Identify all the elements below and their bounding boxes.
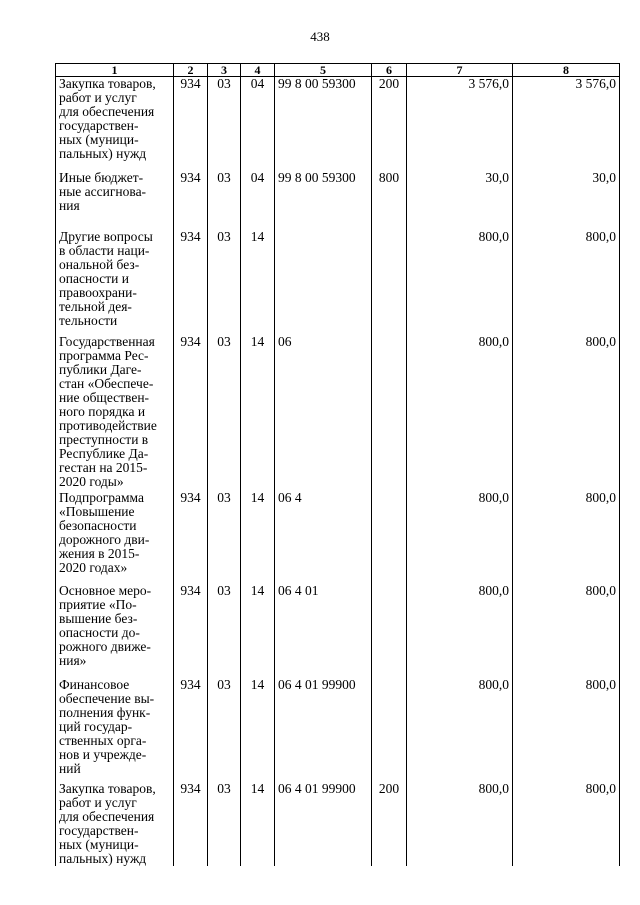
- row-value-cell: 934: [174, 584, 208, 678]
- row-value-cell: 934: [174, 335, 208, 491]
- row-value-cell: 934: [174, 77, 208, 171]
- row-value-cell: 200: [372, 782, 407, 866]
- row-value-cell: 06 4 01 99900: [275, 782, 372, 866]
- row-value-cell: 14: [241, 230, 275, 335]
- row-value-cell: 06 4: [275, 491, 372, 584]
- row-value-cell: 03: [208, 230, 241, 335]
- row-value-cell: 200: [372, 77, 407, 171]
- row-value-cell: 934: [174, 491, 208, 584]
- row-value-cell: 03: [208, 335, 241, 491]
- row-name-cell: Основное меро- приятие «По- вышение без- опасности до- рожного движе- ния»: [56, 584, 174, 678]
- row-name-cell: Закупка товаров, работ и услуг для обеспечения государствен- ных (муници- пальных) нужд: [56, 782, 174, 866]
- column-header: 4: [241, 64, 275, 77]
- row-value-cell: [372, 335, 407, 491]
- table-row: [56, 678, 620, 782]
- budget-table: [55, 63, 620, 866]
- row-value-cell: 06 4 01: [275, 584, 372, 678]
- column-header: 5: [275, 64, 372, 77]
- row-name-cell: Другие вопросы в области наци- ональной без- опасности и правоохрани- тельной дея- тельности: [56, 230, 174, 335]
- row-value-cell: 3 576,0: [407, 77, 513, 171]
- table-row: [56, 782, 620, 866]
- row-value-cell: 14: [241, 584, 275, 678]
- row-value-cell: 14: [241, 491, 275, 584]
- column-header: 1: [56, 64, 174, 77]
- row-value-cell: 934: [174, 230, 208, 335]
- row-value-cell: 03: [208, 782, 241, 866]
- row-name-cell: Государственная программа Рес- публики Даге- стан «Обеспече- ние обществен- ного порядка и противодействие преступности в Республике Да- гестан на 2015- 2020 годы»: [56, 335, 174, 491]
- row-value-cell: 30,0: [407, 171, 513, 230]
- table-row: [56, 230, 620, 335]
- row-value-cell: 3 576,0: [513, 77, 620, 171]
- row-name-cell: Закупка товаров, работ и услуг для обеспечения государствен- ных (муници- пальных) нужд: [56, 77, 174, 171]
- row-value-cell: 800,0: [407, 491, 513, 584]
- table-row: [56, 584, 620, 678]
- row-value-cell: [372, 678, 407, 782]
- row-value-cell: 934: [174, 171, 208, 230]
- row-value-cell: 800,0: [407, 335, 513, 491]
- table-body: [56, 77, 620, 866]
- row-value-cell: 934: [174, 782, 208, 866]
- page-number: 438: [310, 29, 330, 44]
- header-row: [56, 64, 620, 77]
- column-header: 7: [407, 64, 513, 77]
- row-value-cell: [372, 491, 407, 584]
- row-value-cell: 800,0: [407, 584, 513, 678]
- row-value-cell: 99 8 00 59300: [275, 171, 372, 230]
- row-value-cell: 800,0: [513, 782, 620, 866]
- row-value-cell: 800,0: [513, 678, 620, 782]
- row-value-cell: 03: [208, 678, 241, 782]
- row-value-cell: 800,0: [513, 230, 620, 335]
- row-value-cell: 800,0: [407, 230, 513, 335]
- row-value-cell: 800,0: [407, 678, 513, 782]
- row-value-cell: 800,0: [513, 335, 620, 491]
- row-value-cell: 800,0: [407, 782, 513, 866]
- row-value-cell: 800,0: [513, 584, 620, 678]
- row-value-cell: 14: [241, 335, 275, 491]
- row-value-cell: 06: [275, 335, 372, 491]
- column-header: 8: [513, 64, 620, 77]
- table-row: [56, 491, 620, 584]
- row-value-cell: [372, 230, 407, 335]
- row-value-cell: 04: [241, 171, 275, 230]
- row-name-cell: Подпрограмма «Повышение безопасности дорожного дви- жения в 2015- 2020 годах»: [56, 491, 174, 584]
- row-value-cell: 03: [208, 491, 241, 584]
- row-value-cell: 06 4 01 99900: [275, 678, 372, 782]
- row-value-cell: 30,0: [513, 171, 620, 230]
- row-value-cell: 03: [208, 171, 241, 230]
- row-value-cell: 99 8 00 59300: [275, 77, 372, 171]
- row-value-cell: 03: [208, 584, 241, 678]
- row-value-cell: [372, 584, 407, 678]
- table-row: [56, 77, 620, 171]
- column-header: 3: [208, 64, 241, 77]
- row-value-cell: 934: [174, 678, 208, 782]
- row-value-cell: [275, 230, 372, 335]
- column-header: 2: [174, 64, 208, 77]
- row-value-cell: 800: [372, 171, 407, 230]
- row-name-cell: Иные бюджет- ные ассигнова- ния: [56, 171, 174, 230]
- column-header: 6: [372, 64, 407, 77]
- row-name-cell: Финансовое обеспечение вы- полнения функ- ций государ- ственных орга- нов и учрежде- ний: [56, 678, 174, 782]
- table-row: [56, 171, 620, 230]
- row-value-cell: 14: [241, 678, 275, 782]
- row-value-cell: 14: [241, 782, 275, 866]
- row-value-cell: 04: [241, 77, 275, 171]
- table-row: [56, 335, 620, 491]
- row-value-cell: 03: [208, 77, 241, 171]
- row-value-cell: 800,0: [513, 491, 620, 584]
